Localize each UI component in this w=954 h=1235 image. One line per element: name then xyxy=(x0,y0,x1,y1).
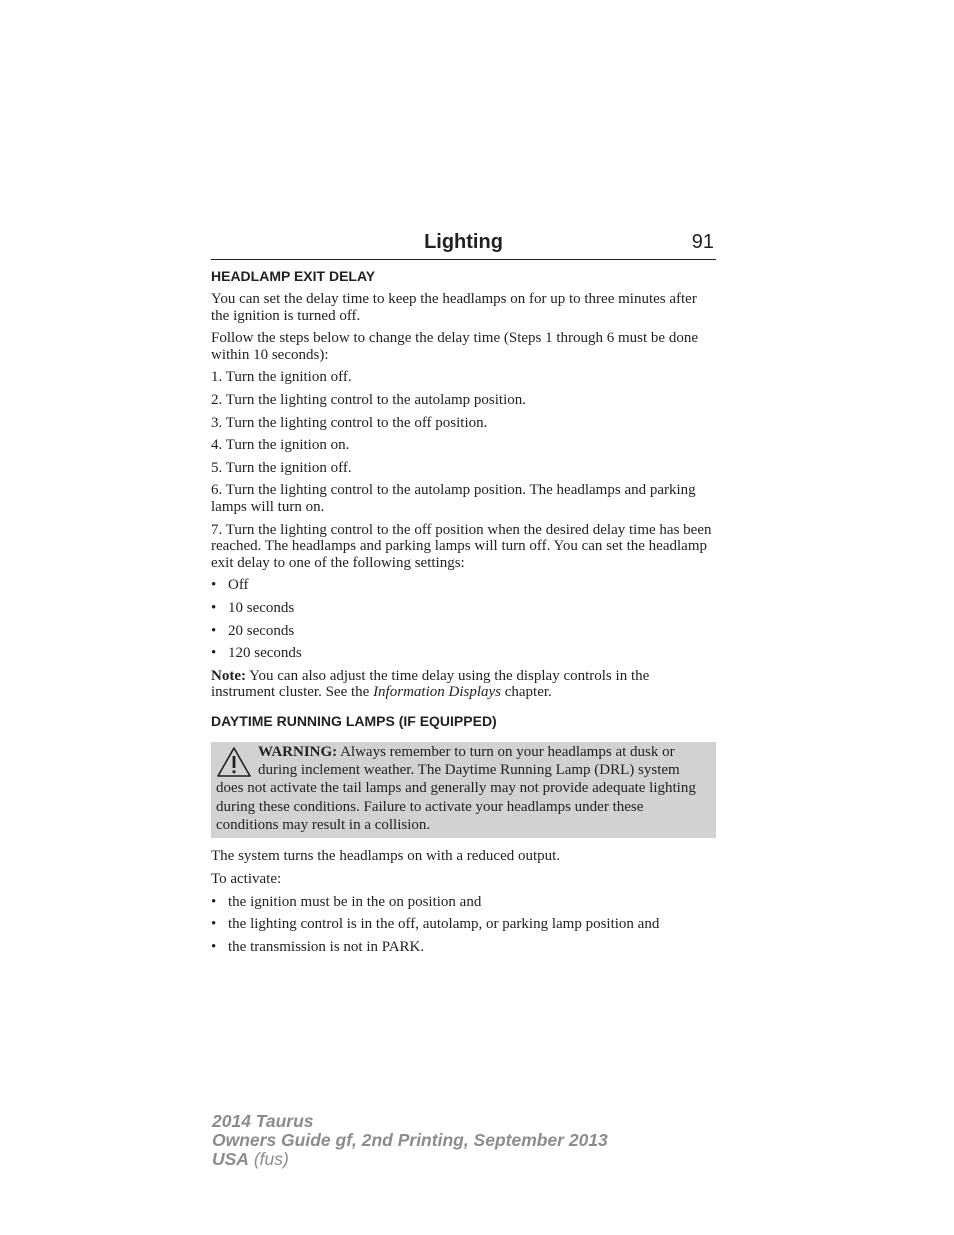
list-item: • the ignition must be in the on position and xyxy=(211,893,482,910)
note-paragraph: Note: You can also adjust the time delay using the display controls in the instrument cluster. See the Information Displays chapter. xyxy=(211,667,650,701)
bullet-icon: • xyxy=(211,916,217,933)
footer-market: USA (fus) xyxy=(212,1149,289,1169)
step-item: 6. Turn the lighting control to the autolamp position. The headlamps and parking lamps will turn on. xyxy=(211,482,696,515)
paragraph: To activate: xyxy=(211,870,282,887)
section-heading-headlamp-exit-delay: HEADLAMP EXIT DELAY xyxy=(211,268,376,284)
list-item: • 20 seconds xyxy=(211,622,295,639)
bullet-icon: • xyxy=(211,599,217,616)
bullet-icon: • xyxy=(211,622,217,639)
page-number: 91 xyxy=(691,231,714,253)
page-header xyxy=(211,228,716,260)
step-item: 2. Turn the lighting control to the autolamp position. xyxy=(211,391,526,408)
step-item: 1. Turn the ignition off. xyxy=(211,369,352,386)
warning-box xyxy=(211,742,716,838)
footer-model: 2014 Taurus xyxy=(212,1111,314,1131)
page-content xyxy=(211,268,716,961)
warning-label: WARNING: xyxy=(258,743,338,760)
section-heading-daytime-running-lamps: DAYTIME RUNNING LAMPS (IF EQUIPPED) xyxy=(211,712,497,729)
chapter-reference: Information Displays xyxy=(373,684,501,701)
step-item: 7. Turn the lighting control to the off position when the desired delay time has been reached. The headlamps and parking lamps will turn off. You can set the headlamp exit delay to one of the following settings: xyxy=(211,521,712,571)
bullet-icon: • xyxy=(211,893,217,910)
bullet-icon: • xyxy=(211,938,217,955)
list-item: • the lighting control is in the off, autolamp, or parking lamp position and xyxy=(211,916,660,933)
warning-triangle-icon xyxy=(216,746,252,778)
paragraph: You can set the delay time to keep the headlamps on for up to three minutes after the ignition is turned off. xyxy=(211,291,697,324)
bullet-icon: • xyxy=(211,645,217,662)
warning-text: Always remember to turn on your headlamps at dusk or during inclement weather. The Daytime Running Lamp (DRL) system does not activate the tail lamps and generally may not provide adequate lighting during these conditions. Failure to activate your headlamps under these conditions may result in a collision. xyxy=(216,743,696,834)
step-item: 4. Turn the ignition on. xyxy=(211,437,350,454)
step-item: 3. Turn the lighting control to the off position. xyxy=(211,414,488,431)
paragraph: The system turns the headlamps on with a reduced output. xyxy=(211,848,561,865)
page-footer xyxy=(212,1112,608,1169)
note-label: Note: xyxy=(211,667,246,684)
list-item: • 120 seconds xyxy=(211,645,302,662)
step-item: 5. Turn the ignition off. xyxy=(211,459,352,476)
bullet-icon: • xyxy=(211,577,217,594)
list-item: • 10 seconds xyxy=(211,599,295,616)
paragraph: Follow the steps below to change the delay time (Steps 1 through 6 must be done within 10 seconds): xyxy=(211,330,699,363)
footer-edition: Owners Guide gf, 2nd Printing, September 2013 xyxy=(212,1130,608,1150)
list-item: • Off xyxy=(211,577,249,594)
chapter-title: Lighting xyxy=(424,231,503,253)
list-item: • the transmission is not in PARK. xyxy=(211,938,425,955)
